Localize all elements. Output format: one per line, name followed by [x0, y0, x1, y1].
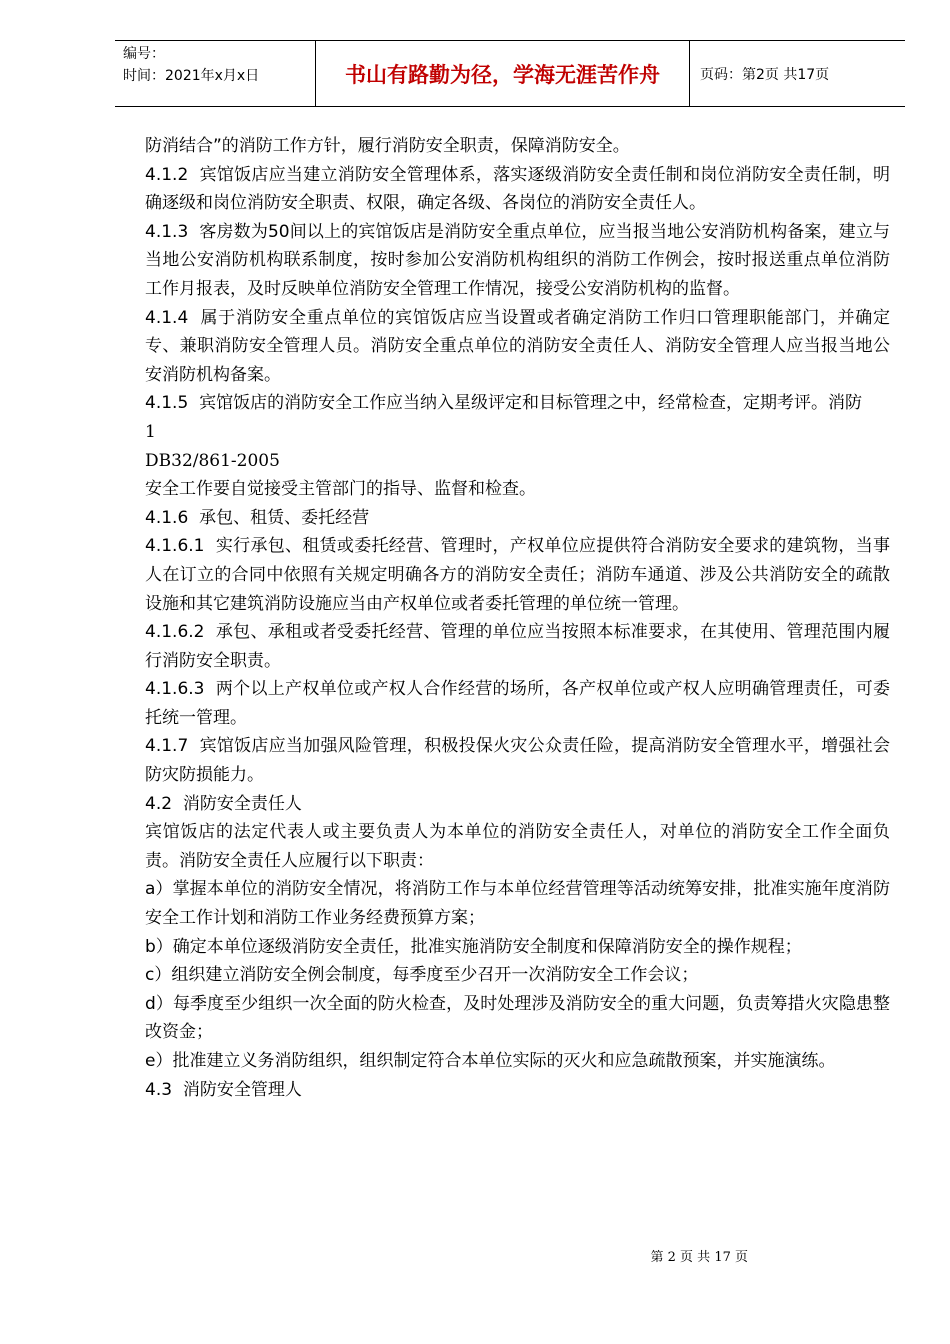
section-heading: 4.3 消防安全管理人: [145, 1079, 302, 1100]
list-item: c）组织建立消防安全例会制度，每季度至少召开一次消防安全工作会议；: [145, 965, 699, 986]
paragraph: 4.1.6.2 承包、承租或者受委托经营、管理的单位应当按照本标准要求，在其使用、管理范围内履行消防安全职责。: [145, 622, 890, 671]
list-item: a）掌握本单位的消防安全情况，将消防工作与本单位经营管理等活动统筹安排，批准实施年度消防安全工作计划和消防工作业务经费预算方案；: [145, 879, 890, 929]
document-body: [145, 132, 890, 1104]
paragraph: 4.1.6.1 实行承包、租赁或委托经营、管理时，产权单位应提供符合消防安全要求的建筑物，当事人在订立的合同中依照有关规定明确各方的消防安全责任；消防车通道、涉及公共消防安全的疏散设施和其它建筑消防设施应当由产权单位或者委托管理的单位统一管理。: [145, 536, 890, 614]
section-heading: 4.2 消防安全责任人: [145, 793, 302, 814]
paragraph: 4.1.4 属于消防安全重点单位的宾馆饭店应当设置或者确定消防工作归口管理职能部门，并确定专、兼职消防安全管理人员。消防安全重点单位的消防安全责任人、消防安全管理人应当报当地公安消防机构备案。: [145, 307, 890, 385]
section-heading: 4.1.6 承包、租赁、委托经营: [145, 507, 370, 528]
time-label: 时间：2021年x月x日: [123, 68, 260, 84]
motto-text: 书山有路勤为径，学海无涯苦作舟: [345, 61, 660, 87]
paragraph: 4.1.3 客房数为50间以上的宾馆饭店是消防安全重点单位，应当报当地公安消防机构备案，建立与当地公安消防机构联系制度，按时参加公安消防机构组织的消防工作例会，按时报送重点单位消防工作月报表，及时反映单位消防安全管理工作情况，接受公安消防机构的监督。: [145, 221, 890, 299]
page-header: [115, 40, 905, 107]
page-footer: [0, 1246, 950, 1265]
paragraph: 防消结合”的消防工作方针，履行消防安全职责，保障消防安全。: [145, 136, 630, 156]
paragraph: 安全工作要自觉接受主管部门的指导、监督和检查。: [145, 479, 536, 500]
standard-code: DB32/861-2005: [145, 450, 280, 471]
paragraph: 宾馆饭店的法定代表人或主要负责人为本单位的消防安全责任人，对单位的消防安全工作全面负责。消防安全责任人应履行以下职责：: [145, 822, 890, 871]
footer-page-number: 第 2 页 共 17 页: [650, 1250, 748, 1265]
list-item: e）批准建立义务消防组织，组织制定符合本单位实际的灭火和应急疏散预案，并实施演练。: [145, 1051, 836, 1071]
paragraph: 4.1.5 宾馆饭店的消防安全工作应当纳入星级评定和目标管理之中，经常检查，定期考评。消防: [145, 393, 863, 414]
header-page-cell: [690, 41, 905, 106]
header-motto-cell: [315, 41, 690, 106]
page-label: 页码：第2页 共17页: [700, 66, 830, 83]
paragraph: 4.1.2 宾馆饭店应当建立消防安全管理体系，落实逐级消防安全责任制和岗位消防安全责任制，明确逐级和岗位消防安全职责、权限，确定各级、各岗位的消防安全责任人。: [145, 164, 890, 214]
list-item: b）确定本单位逐级消防安全责任，批准实施消防安全制度和保障消防安全的操作规程；: [145, 936, 802, 957]
list-item: d）每季度至少组织一次全面的防火检查，及时处理涉及消防安全的重大问题，负责筹措火灾隐患整改资金；: [145, 993, 890, 1043]
page-number-inline: 1: [145, 421, 156, 442]
number-label: 编号：: [123, 46, 165, 62]
header-meta: [115, 41, 315, 106]
paragraph: 4.1.7 宾馆饭店应当加强风险管理，积极投保火灾公众责任险，提高消防安全管理水平，增强社会防灾防损能力。: [145, 736, 890, 786]
paragraph: 4.1.6.3 两个以上产权单位或产权人合作经营的场所，各产权单位或产权人应明确管理责任，可委托统一管理。: [145, 679, 890, 728]
